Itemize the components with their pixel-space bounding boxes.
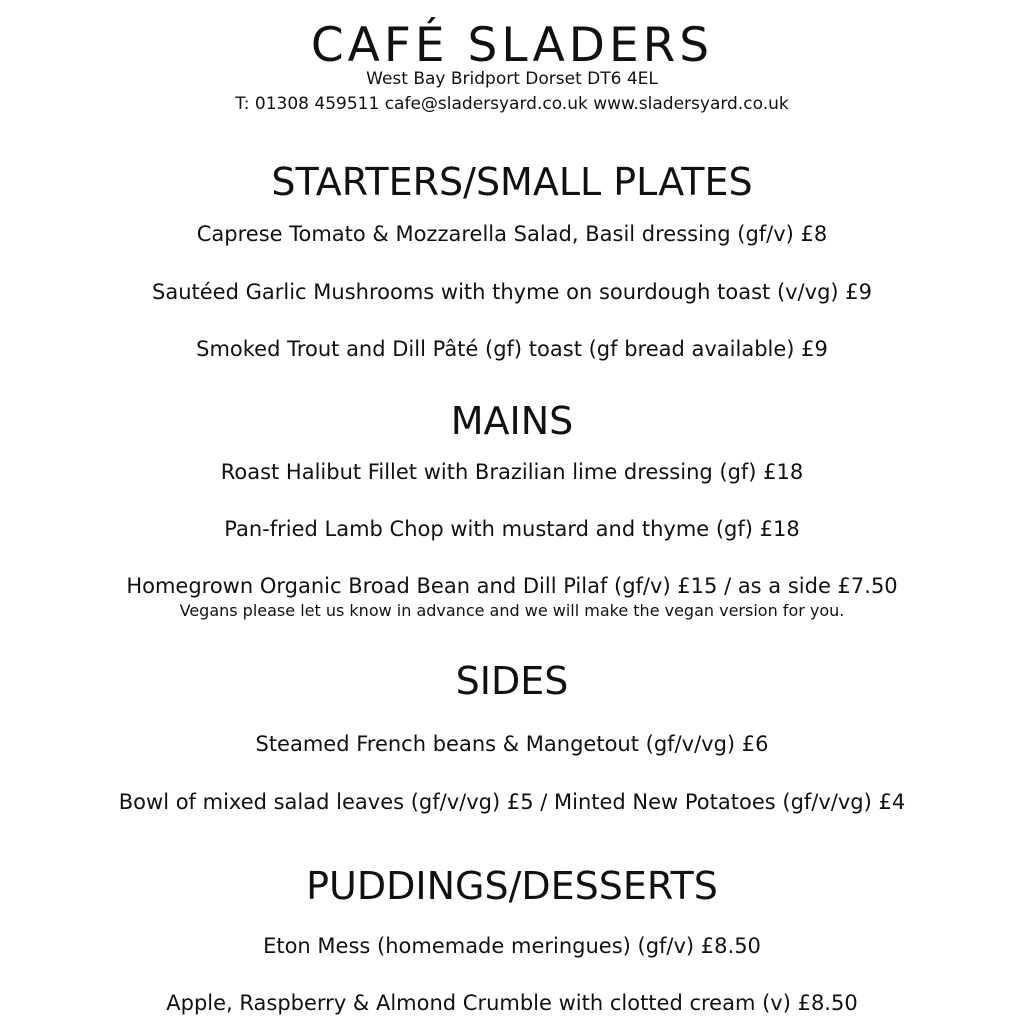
vegan-note: Vegans please let us know in advance and we will make the vegan version for you. [179, 601, 845, 620]
menu-item-starter: Smoked Trout and Dill Pâté (gf) toast (gf bread available) £9 [196, 337, 828, 361]
menu-item-starter: Sautéed Garlic Mushrooms with thyme on sourdough toast (v/vg) £9 [152, 280, 872, 304]
section-heading-mains: MAINS [450, 399, 574, 443]
section-heading-starters: STARTERS/SMALL PLATES [271, 160, 753, 204]
menu-item-side: Steamed French beans & Mangetout (gf/v/vg) £6 [255, 732, 769, 756]
menu-item-main: Pan-fried Lamb Chop with mustard and thyme (gf) £18 [224, 517, 800, 541]
cafe-title: CAFÉ SLADERS [310, 18, 714, 73]
section-heading-sides: SIDES [455, 659, 569, 703]
cafe-address: West Bay Bridport Dorset DT6 4EL [366, 69, 658, 89]
menu-item-pudding: Apple, Raspberry & Almond Crumble with clotted cream (v) £8.50 [166, 991, 858, 1015]
section-heading-puddings: PUDDINGS/DESSERTS [306, 864, 718, 908]
menu-item-main: Roast Halibut Fillet with Brazilian lime dressing (gf) £18 [220, 460, 804, 484]
menu-item-pudding: Eton Mess (homemade meringues) (gf/v) £8.50 [263, 934, 761, 958]
menu-item-side: Bowl of mixed salad leaves (gf/v/vg) £5 / Minted New Potatoes (gf/v/vg) £4 [118, 790, 906, 814]
menu-item-starter: Caprese Tomato & Mozzarella Salad, Basil dressing (gf/v) £8 [196, 222, 828, 246]
cafe-contact: T: 01308 459511 cafe@sladersyard.co.uk www.sladersyard.co.uk [235, 94, 789, 114]
menu-item-main: Homegrown Organic Broad Bean and Dill Pilaf (gf/v) £15 / as a side £7.50 [126, 574, 898, 598]
